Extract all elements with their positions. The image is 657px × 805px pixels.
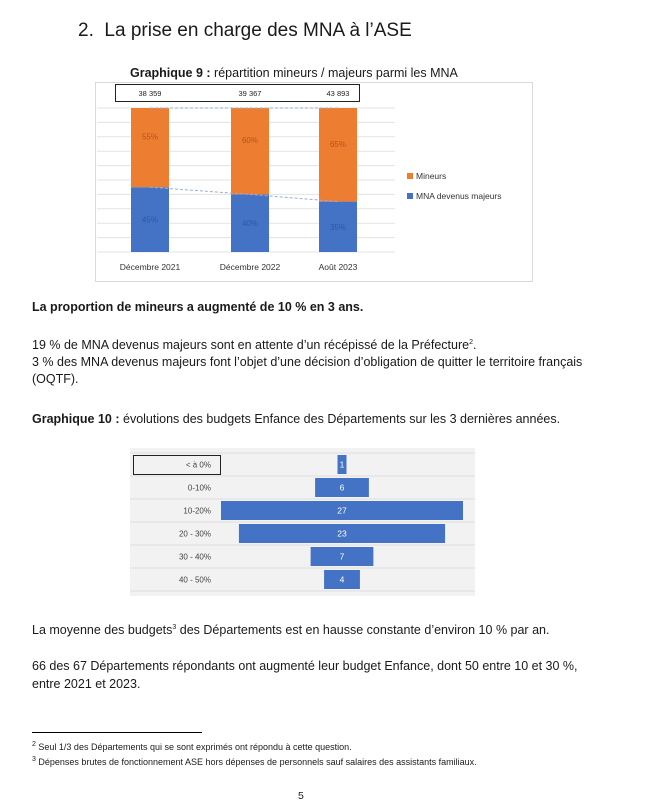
data-label-majeurs: 40% xyxy=(241,219,259,229)
y-tick-label: 40 - 50% xyxy=(178,575,211,585)
section-number: 2. xyxy=(78,20,94,41)
footnote-ref-2: 2 xyxy=(469,339,473,346)
footnote-3-text: Dépenses brutes de fonctionnement ASE hors dépenses de personnels sauf salaires des assistants familiaux. xyxy=(35,757,477,767)
y-tick-label: < à 0% xyxy=(185,460,211,470)
graphique-9-caption xyxy=(130,66,458,80)
data-label-budget: 6 xyxy=(339,482,345,493)
y-tick-label: 20 - 30% xyxy=(178,529,211,539)
graphique-10-caption xyxy=(32,412,560,426)
chart-budgets-enfance xyxy=(130,448,475,596)
footnote-3-number: 3 xyxy=(32,756,36,763)
graphique-10-caption-text: évolutions des budgets Enfance des Départements sur les 3 dernières années. xyxy=(119,412,561,426)
data-label-budget: 7 xyxy=(339,551,345,562)
bar-mineurs xyxy=(319,108,357,202)
section-title-text: La prise en charge des MNA à l’ASE xyxy=(104,20,412,41)
data-label-budget: 4 xyxy=(339,574,345,585)
data-label-budget: 27 xyxy=(337,505,347,516)
paragraph-mna-line1-end: . xyxy=(472,338,477,353)
y-tick-label: 30 - 40% xyxy=(178,552,211,562)
legend-swatch-mineurs xyxy=(407,173,413,179)
x-tick-label: Décembre 2022 xyxy=(219,262,281,272)
paragraph-moyenne-budgets xyxy=(32,623,549,637)
paragraph-departements: 66 des 67 Départements répondants ont augmenté leur budget Enfance, dont 50 entre 10 et 30 %, entre 2021 et 2023. xyxy=(32,659,578,691)
graphique-10-caption-bold: Graphique 10 : xyxy=(32,412,120,426)
footnote-ref-3: 3 xyxy=(172,623,177,631)
x-tick-label: Décembre 2021 xyxy=(119,262,181,272)
section-title xyxy=(78,20,412,42)
bar-mineurs xyxy=(231,108,269,194)
graphique-9-caption-text: répartition mineurs / majeurs parmi les MNA xyxy=(210,66,458,80)
footnote-2-number: 2 xyxy=(32,741,36,748)
legend-label-majeurs: MNA devenus majeurs xyxy=(416,191,502,201)
footnote-2 xyxy=(32,741,352,752)
y-tick-label: 10-20% xyxy=(183,506,211,516)
data-label-majeurs: 35% xyxy=(329,222,347,232)
legend-swatch-majeurs xyxy=(407,193,413,199)
data-label-mineurs: 60% xyxy=(241,136,259,146)
total-label: 39 367 xyxy=(238,89,262,98)
data-label-mineurs: 55% xyxy=(141,132,159,142)
total-label: 43 893 xyxy=(326,89,350,98)
chart-mna-repartition xyxy=(95,82,533,282)
footnote-divider xyxy=(32,732,202,733)
data-label-budget: 1 xyxy=(339,459,345,470)
paragraph-moyenne-b: des Départements est en hausse constante d’environ 10 % par an. xyxy=(176,623,550,637)
paragraph-proportion: La proportion de mineurs a augmenté de 10 % en 3 ans. xyxy=(32,300,364,314)
total-label: 38 359 xyxy=(138,89,162,98)
data-label-majeurs: 45% xyxy=(141,215,159,225)
graphique-9-caption-bold: Graphique 9 : xyxy=(130,66,211,80)
data-label-budget: 23 xyxy=(337,528,347,539)
page-number: 5 xyxy=(298,790,304,802)
paragraph-mna-line2: 3 % des MNA devenus majeurs font l’objet d’une décision d’obligation de quitter le territoire français (OQTF). xyxy=(32,355,583,387)
footnote-3 xyxy=(32,756,477,767)
y-tick-label: 0-10% xyxy=(187,483,211,493)
x-tick-label: Août 2023 xyxy=(318,262,358,272)
paragraph-moyenne-a: La moyenne des budgets xyxy=(32,623,173,637)
footnote-2-text: Seul 1/3 des Départements qui se sont exprimés ont répondu à cette question. xyxy=(35,742,352,752)
paragraph-mna-majeurs xyxy=(32,334,612,388)
paragraph-mna-line1: 19 % de MNA devenus majeurs sont en attente d’un récépissé de la Préfecture xyxy=(32,338,470,353)
bar-mineurs xyxy=(131,108,169,187)
data-label-mineurs: 65% xyxy=(329,139,347,149)
legend-label-mineurs: Mineurs xyxy=(416,171,447,181)
